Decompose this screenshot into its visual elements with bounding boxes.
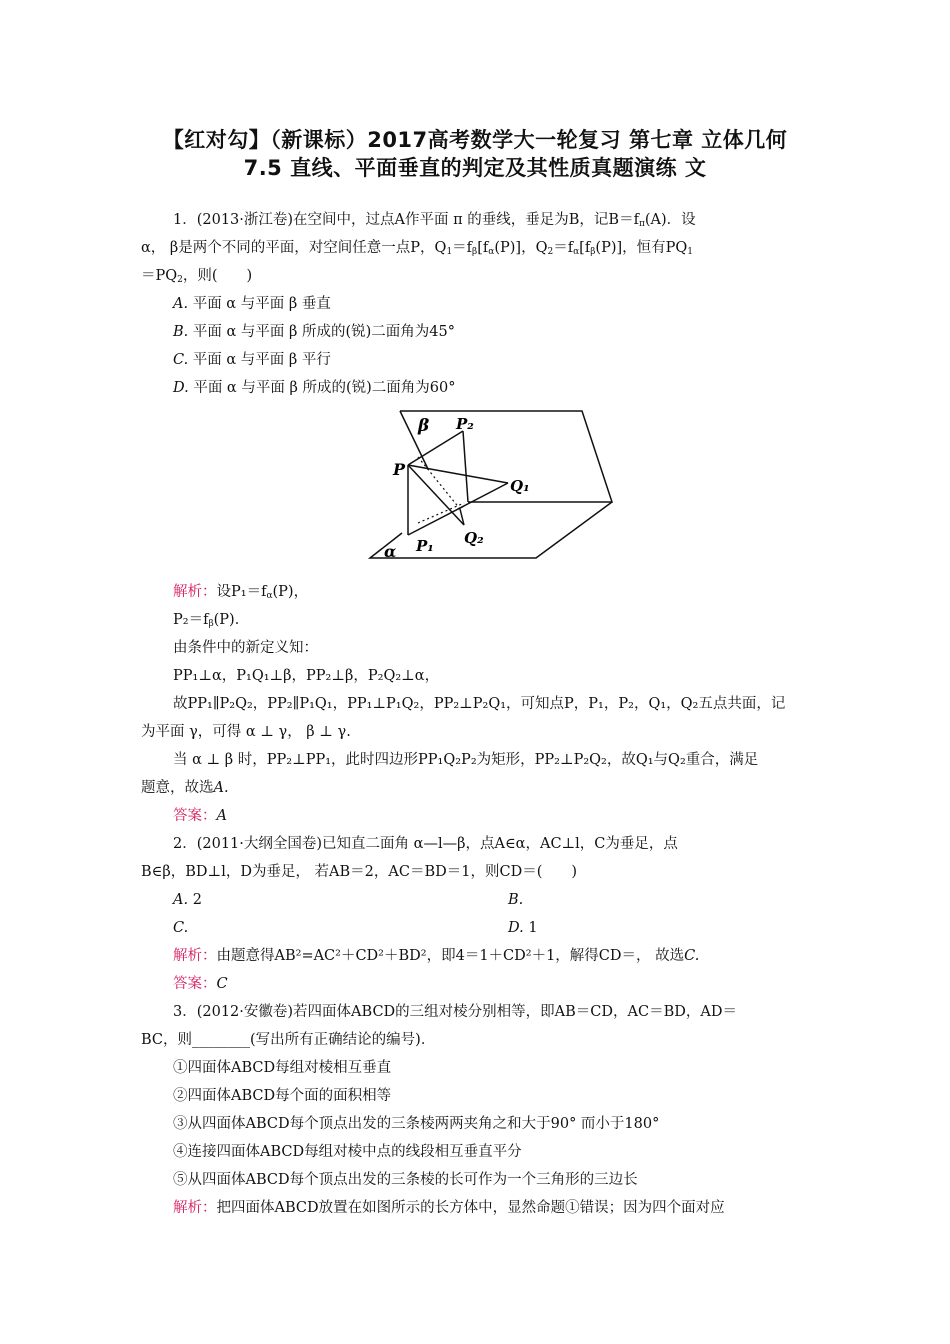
label-p1: P₁ [416,537,434,555]
q3-stem-line2: BC，则________(写出所有正确结论的编号)． [141,1032,436,1048]
q1-solution-line7: 当 α ⊥ β 时，PP₂⊥PP₁，此时四边形PP₁Q₂P₂为矩形，PP₂⊥P₂Q₂，故Q₁与Q₂重合，满足 [173,752,759,768]
q2-solution: 解析：由题意得AB²=AC²＋CD²＋BD²，即4＝1＋CD²＋1，解得CD＝， 故选C. [173,948,700,964]
label-alpha: α [384,542,397,561]
q2-option-d: D. 1 [508,920,538,936]
q2-stem-line1: 2．(2011·大纲全国卷)已知直二面角 α—l—β，点A∈α，AC⊥l，C为垂足，点 [173,836,678,852]
document-title-line1: 【红对勾】（新课标）2017高考数学大一轮复习 第七章 立体几何 [162,128,788,152]
q1-option-d: D. 平面 α 与平面 β 所成的(锐)二面角为60° [173,380,456,396]
segment-p2-q [463,431,468,502]
q1-option-a: A. 平面 α 与平面 β 垂直 [173,296,331,312]
segment-p1-q2 [408,506,464,535]
label-q1: Q₁ [510,477,530,495]
q1-solution-line4: PP₁⊥α，P₁Q₁⊥β，PP₂⊥β，P₂Q₂⊥α， [173,668,440,684]
plane-alpha-outline [370,502,612,558]
q1-answer: 答案：A [173,808,227,824]
q1-option-c: C. 平面 α 与平面 β 平行 [173,352,331,368]
dotted-base [418,503,464,523]
q1-solution-line5: 故PP₁∥P₂Q₂，PP₂∥P₁Q₁，PP₁⊥P₁Q₂，PP₂⊥P₂Q₁，可知点P，P₁，P₂，Q₁，Q₂五点共面，记 [173,696,786,712]
label-p2: P₂ [456,415,474,433]
q2-option-b: B. [508,892,524,908]
planes-figure [360,405,620,570]
label-beta: β [418,416,430,436]
segment-p-p2 [408,431,463,465]
q1-solution-line6: 为平面 γ，可得 α ⊥ γ， β ⊥ γ. [141,724,351,740]
q3-item-3: ③从四面体ABCD每个顶点出发的三条棱两两夹角之和大于90° 而小于180° [173,1116,660,1132]
q2-option-c: C. [173,920,189,936]
q1-solution-line3: 由条件中的新定义知： [173,640,318,656]
q1-solution-line1: 解析：设$P_1=f_\alpha(P)$， [173,584,309,601]
q2-stem-line2: B∈β，BD⊥l，D为垂足， 若AB＝2，AC＝BD＝1，则CD＝( ) [141,864,578,880]
label-p: P [393,460,406,479]
q2-option-a: A. 2 [173,892,202,908]
document-title-line2: 7.5 直线、平面垂直的判定及其性质真题演练 文 [243,156,707,180]
q1-stem-line3: $=PQ_2$，则( ) [141,268,253,285]
plane-beta-outline [400,411,612,502]
q1-option-b: B. 平面 α 与平面 β 所成的(锐)二面角为45° [173,324,455,340]
q2-answer: 答案：C [173,976,228,992]
q1-stem-line2: α， β是两个不同的平面，对空间任意一点P，$Q_1=f_\beta[f_\alpha(P)]$，$Q_2=f_\alpha[f_\beta(P)]$，恒有$PQ_1$ [141,240,694,257]
q3-item-2: ②四面体ABCD每个面的面积相等 [173,1088,392,1104]
segment-q1-q2 [458,483,508,509]
q3-item-5: ⑤从四面体ABCD每个顶点出发的三条棱的长可作为一个三角形的三边长 [173,1172,638,1188]
label-q2: Q₂ [464,529,484,547]
q3-stem-line1: 3．(2012·安徽卷)若四面体ABCD的三组对棱分别相等，即AB＝CD，AC＝BD，AD＝ [173,1004,737,1020]
q3-solution-line1: 解析：把四面体ABCD放置在如图所示的长方体中，显然命题①错误；因为四个面对应 [173,1200,725,1216]
q1-solution-line2: $P_2=f_\beta(P)$． [173,612,250,629]
q1-stem-line1: 1．(2013·浙江卷)在空间中，过点A作平面 π 的垂线，垂足为B，记$B=f_\pi(A)$．设 [173,212,696,229]
q3-item-4: ④连接四面体ABCD每组对棱中点的线段相互垂直平分 [173,1144,522,1160]
q1-solution-line8: 题意，故选A. [141,780,229,796]
q3-item-1: ①四面体ABCD每组对棱相互垂直 [173,1060,392,1076]
